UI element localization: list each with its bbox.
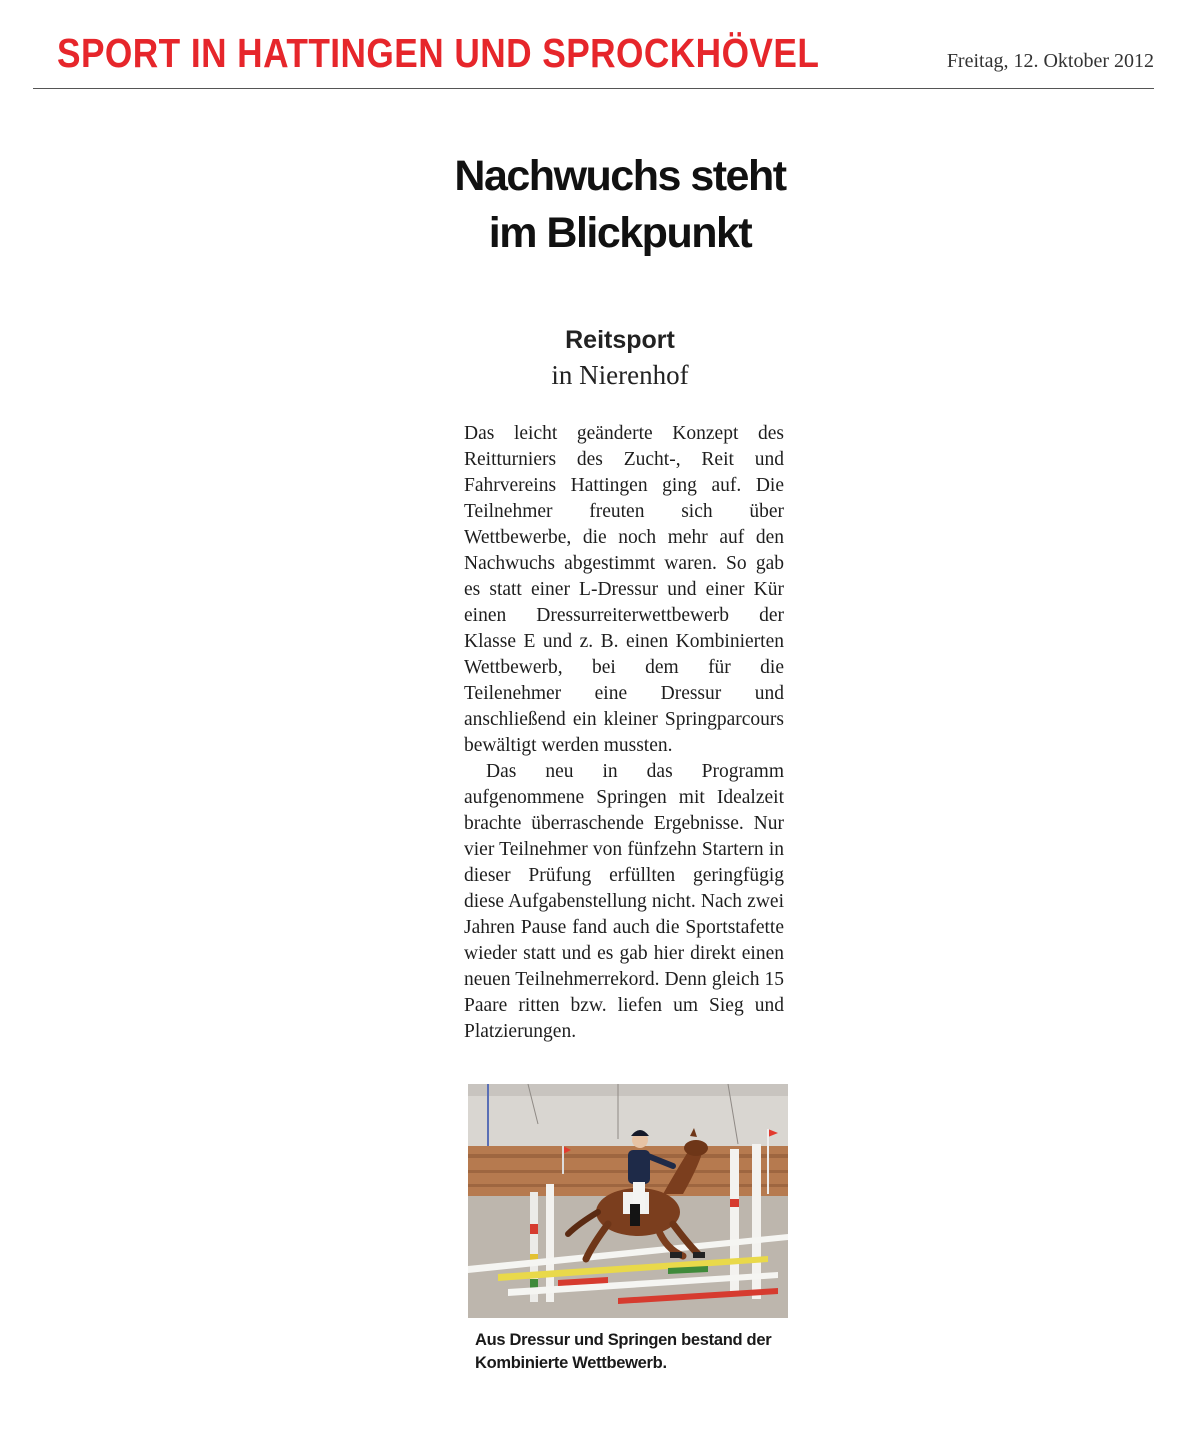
- caption-line: Kombinierte Wettbewerb.: [475, 1354, 667, 1372]
- article-headline: Nachwuchs steht im Blickpunkt: [454, 152, 786, 257]
- article-kicker: Reitsport: [565, 326, 675, 354]
- body-paragraph: Das leicht geänderte Konzept des Reitturniers des Zucht-, Reit und Fahrvereins Hattingen ging auf. Die Teilnehmer freuten sich über Wettbewerbe, die noch mehr auf den Nachwuchs abgestimmt waren. So gab es statt einer L-Dressur und einer Kür einen Dressurreiterwettbewerb der Klasse E und z. B. einen Kombinierten Wettbewerb, bei dem für die Teilenehmer eine Dressur und anschließend ein kleiner Springparcours bewältigt werden mussten.: [464, 423, 784, 756]
- caption-line: Aus Dressur und Springen bestand der: [475, 1331, 772, 1349]
- section-title: SPORT IN HATTINGEN UND SPROCKHÖVEL: [57, 30, 820, 76]
- article-body: [464, 421, 784, 1045]
- show-jumping-photo: [468, 1084, 788, 1318]
- photo-caption: [475, 1329, 805, 1375]
- publication-date: Freitag, 12. Oktober 2012: [946, 50, 1154, 72]
- body-paragraph: Das neu in das Programm aufgenommene Springen mit Idealzeit brachte überraschende Ergebnisse. Nur vier Teilnehmer von fünfzehn Startern in dieser Prüfung erfüllten geringfügig diese Aufgabenstellung nicht. Nach zwei Jahren Pause fand auch die Sportstafette wieder statt und es gab hier direkt einen neuen Teilnehmerrekord. Denn gleich 15 Paare ritten bzw. liefen um Sieg und Platzierungen.: [464, 761, 784, 1042]
- masthead-divider: [33, 88, 1154, 89]
- article-location: in Nierenhof: [551, 360, 689, 390]
